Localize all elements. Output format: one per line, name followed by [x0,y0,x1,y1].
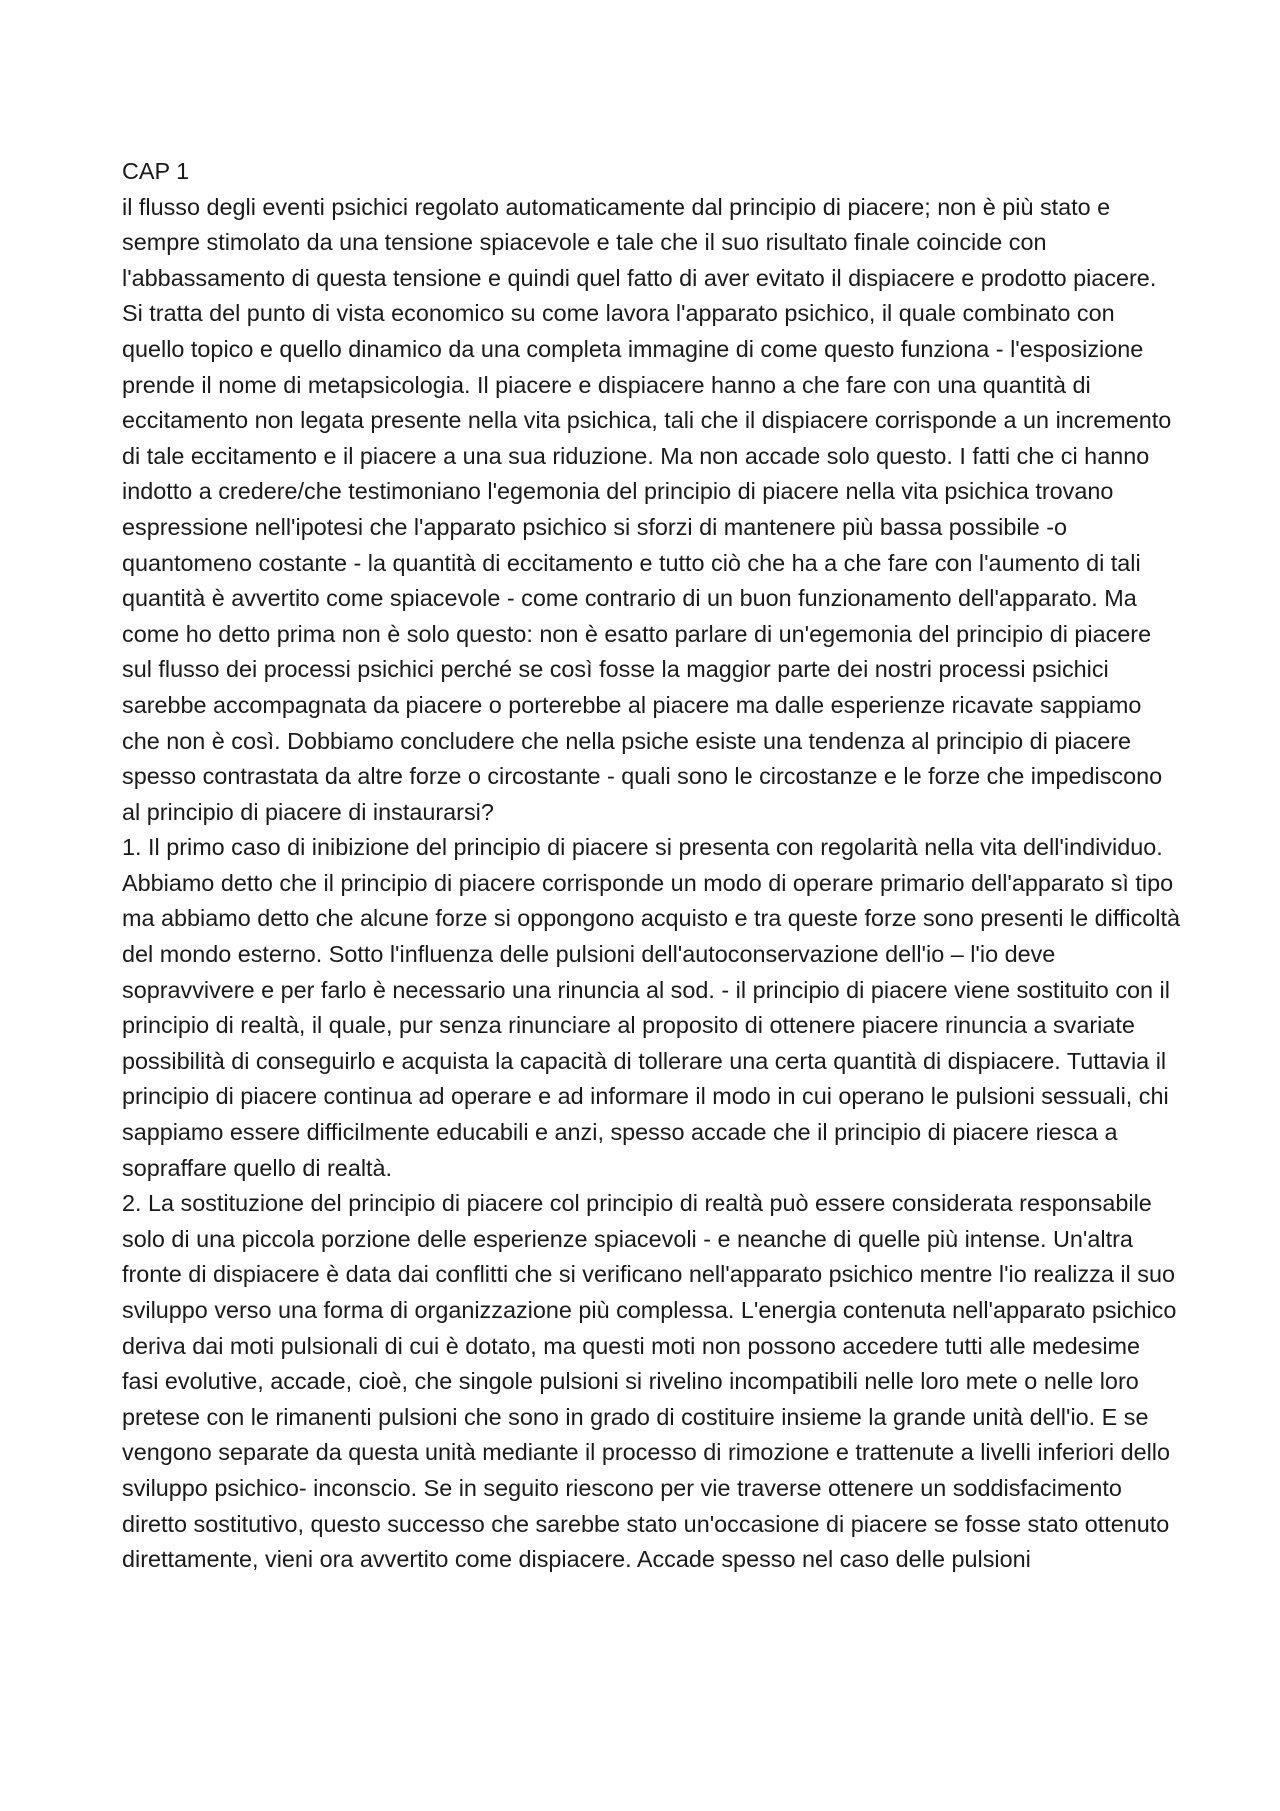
document-body [122,154,1182,1578]
paragraph-point-1: 1. Il primo caso di inibizione del principio di piacere si presenta con regolarità nella vita dell'individuo. Abbiamo detto che il principio di piacere corrisponde un modo di operare primario dell'apparato sì tipo ma abbiamo detto che alcune forze si oppongono acquisto e tra queste forze sono presenti le difficoltà del mondo esterno. Sotto l'influenza delle pulsioni dell'autoconservazione dell'io – l'io deve sopravvivere e per farlo è necessario una rinuncia al sod. - il principio di piacere viene sostituito con il principio di realtà, il quale, pur senza rinunciare al proposito di ottenere piacere rinuncia a svariate possibilità di conseguirlo e acquista la capacità di tollerare una certa quantità di dispiacere. Tuttavia il principio di piacere continua ad operare e ad informare il modo in cui operano le pulsioni sessuali, chi sappiamo essere difficilmente educabili e anzi, spesso accade che il principio di piacere riesca a sopraffare quello di realtà. [122,834,1181,1181]
chapter-heading: CAP 1 [122,158,190,184]
paragraph-intro: il flusso degli eventi psichici regolato automaticamente dal principio di piacere; non è più stato e sempre stimolato da una tensione spiacevole e tale che il suo risultato finale coincide con l'abbassamento di questa tensione e quindi quel fatto di aver evitato il dispiacere e prodotto piacere. Si tratta del punto di vista economico su come lavora l'apparato psichico, il quale combinato con quello topico e quello dinamico da una completa immagine di come questo funziona - l'esposizione prende il nome di metapsicologia. Il piacere e dispiacere hanno a che fare con una quantità di eccitamento non legata presente nella vita psichica, tali che il dispiacere corrisponde a un incremento di tale eccitamento e il piacere a una sua riduzione. Ma non accade solo questo. I fatti che ci hanno indotto a credere/che testimoniano l'egemonia del principio di piacere nella vita psichica trovano espressione nell'ipotesi che l'apparato psichico si sforzi di mantenere più bassa possibile -o quantomeno costante - la quantità di eccitamento e tutto ciò che ha a che fare con l'aumento di tali quantità è avvertito come spiacevole - come contrario di un buon funzionamento dell'apparato. Ma come ho detto prima non è solo questo: non è esatto parlare di un'egemonia del principio di piacere sul flusso dei processi psichici perché se così fosse la maggior parte dei nostri processi psichici sarebbe accompagnata da piacere o porterebbe al piacere ma dalle esperienze ricavate sappiamo che non è così. Dobbiamo concludere che nella psiche esiste una tendenza al principio di piacere spesso contrastata da altre forze o circostante - quali sono le circostanze e le forze che impediscono al principio di piacere di instaurarsi? [122,193,1172,825]
paragraph-point-2: 2. La sostituzione del principio di piacere col principio di realtà può essere considerata responsabile solo di una piccola porzione delle esperienze spiacevoli - e neanche di quelle più intense. Un'altra fronte di dispiacere è data dai conflitti che si verificano nell'apparato psichico mentre l'io realizza il suo sviluppo verso una forma di organizzazione più complessa. L'energia contenuta nell'apparato psichico deriva dai moti pulsionali di cui è dotato, ma questi moti non possono accedere tutti alle medesime fasi evolutive, accade, cioè, che singole pulsioni si rivelino incompatibili nelle loro mete o nelle loro pretese con le rimanenti pulsioni che sono in grado di costituire insieme la grande unità dell'io. E se vengono separate da questa unità mediante il processo di rimozione e trattenute a livelli inferiori dello sviluppo psichico- inconscio. Se in seguito riescono per vie traverse ottenere un soddisfacimento diretto sostitutivo, questo successo che sarebbe stato un'occasione di piacere se fosse stato ottenuto direttamente, vieni ora avvertito come dispiacere. Accade spesso nel caso delle pulsioni [122,1190,1177,1573]
